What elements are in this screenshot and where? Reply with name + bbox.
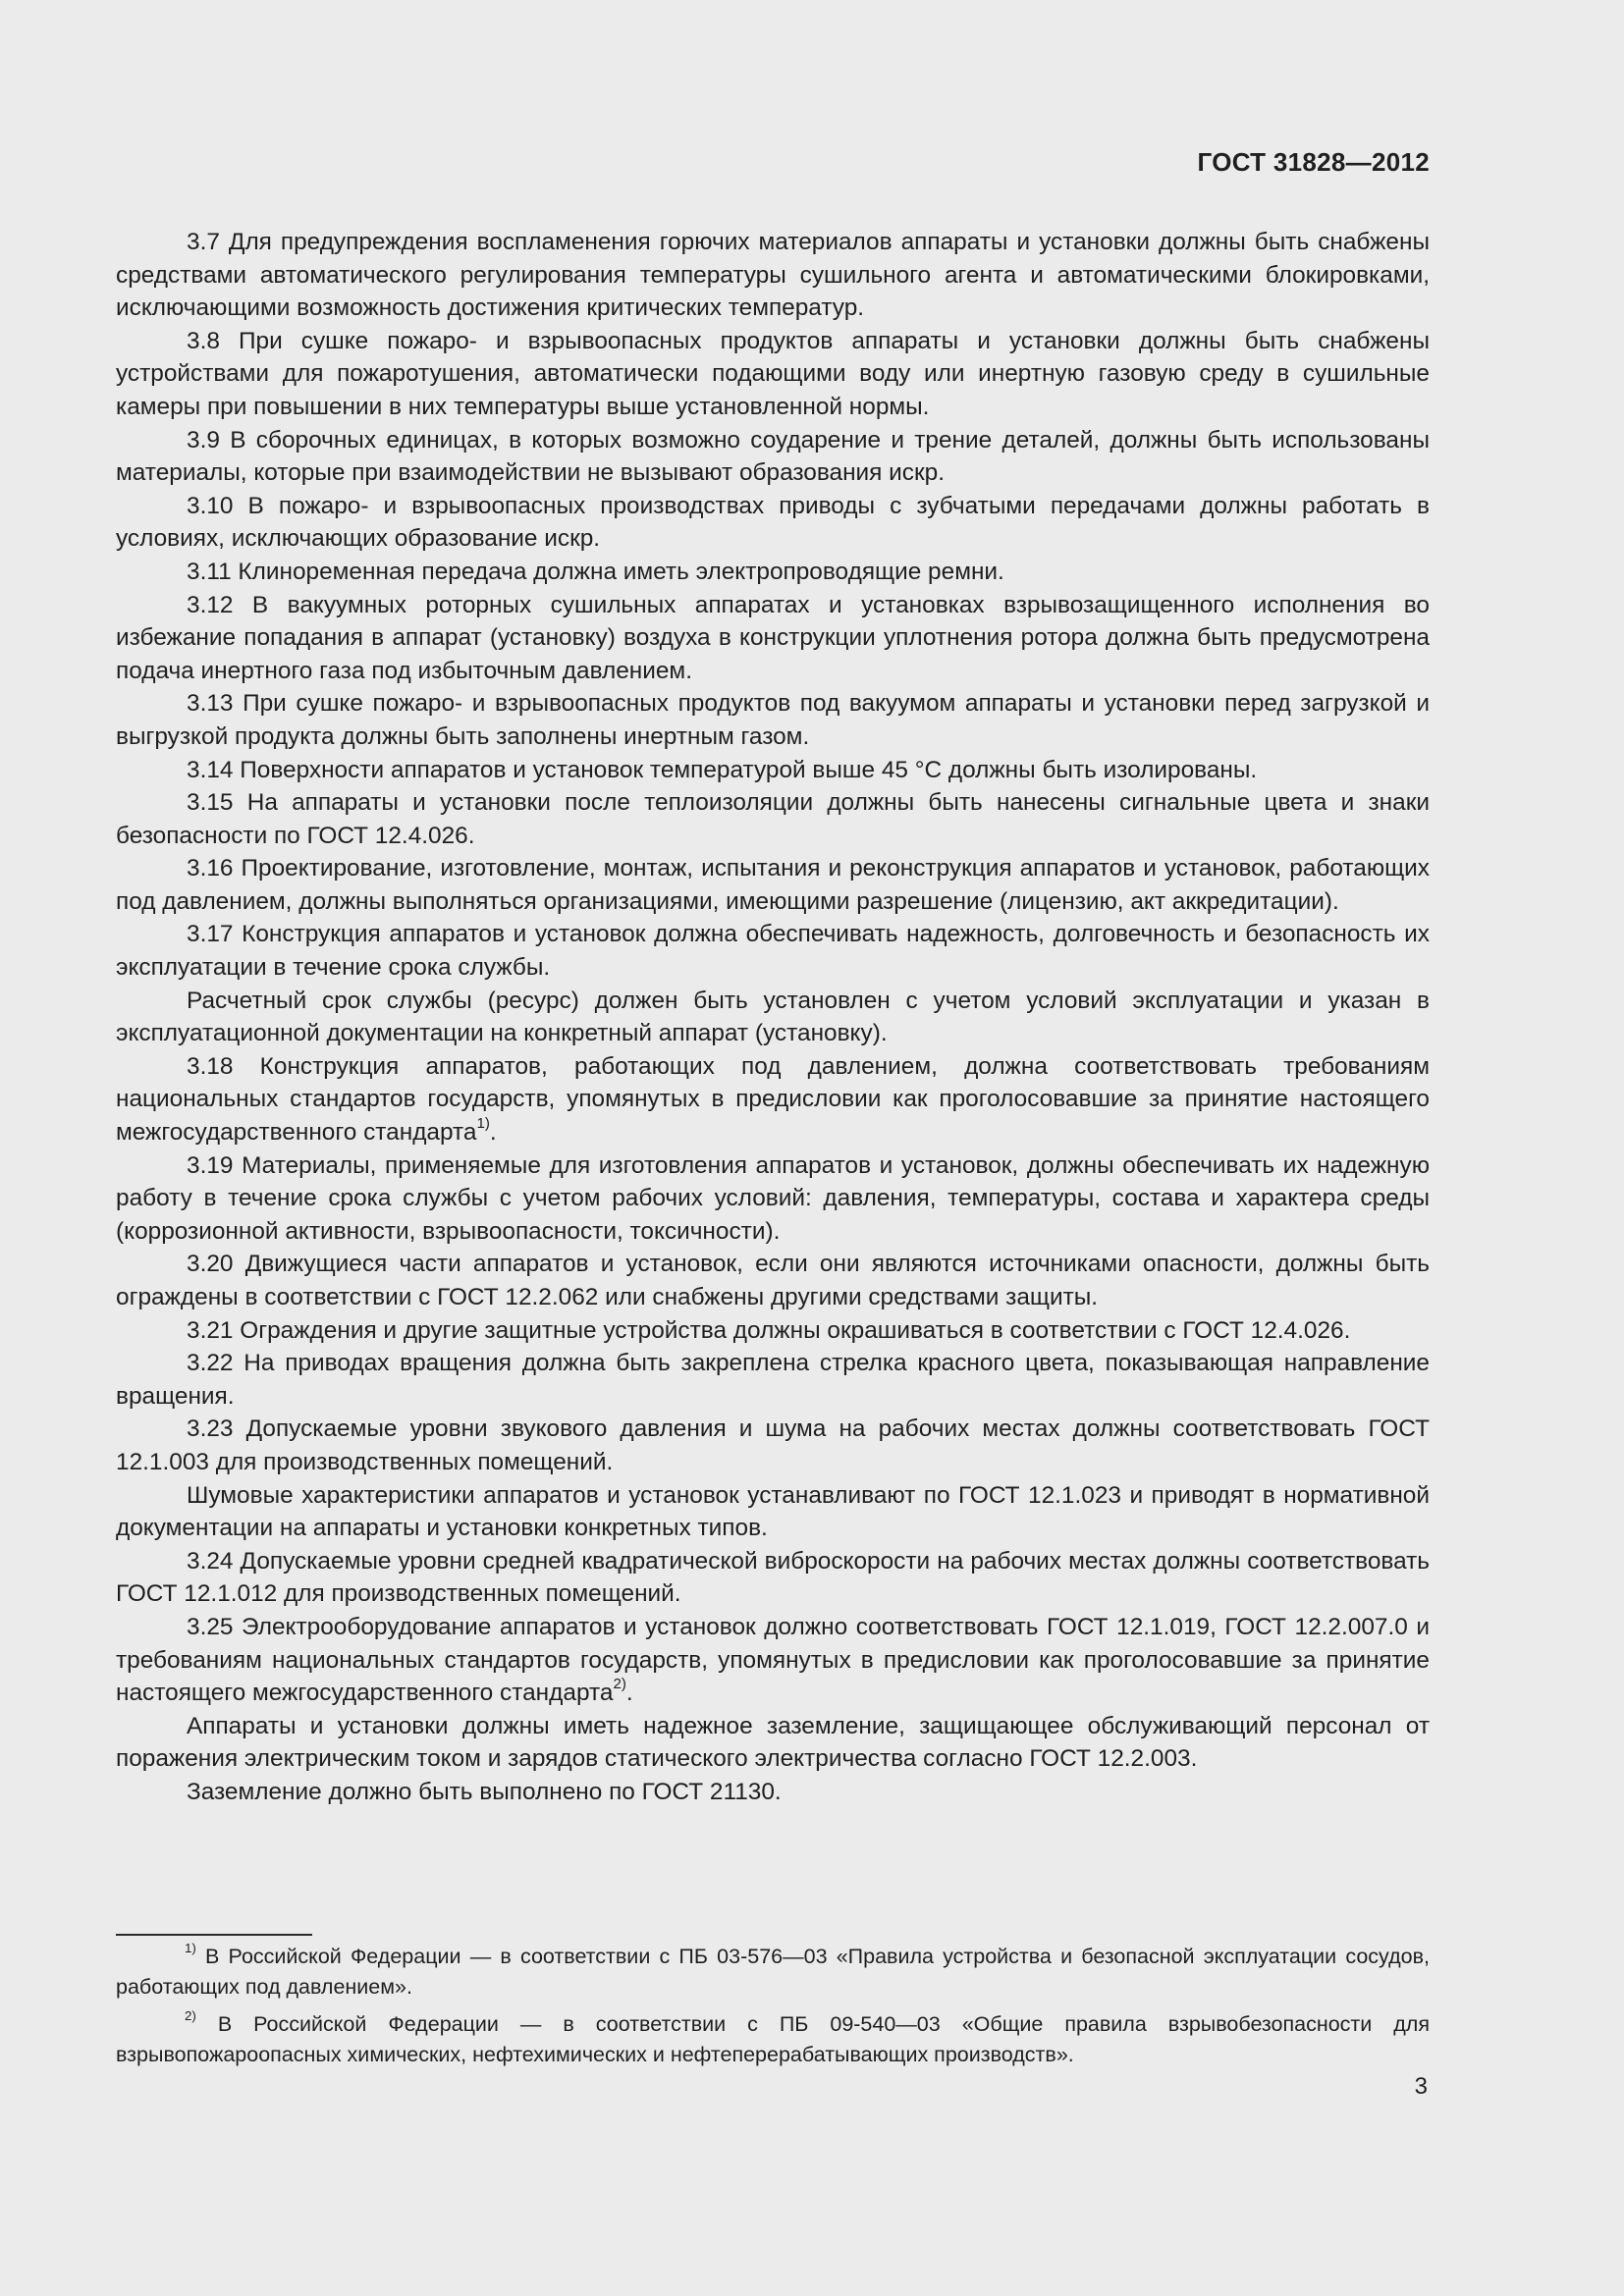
paragraph-3-12: 3.12 В вакуумных роторных сушильных аппаратах и установках взрывозащищенного исполнения во избежание попадания в аппарат (установку) воздуха в конструкции уплотнения ротора должна быть предусмотрена подача инертного газа под избыточным давлением.	[116, 591, 1430, 684]
paragraph-3-9: 3.9 В сборочных единицах, в которых возможно соударение и трение деталей, должны быть использованы материалы, которые при взаимодействии не вызывают образования искр.	[116, 426, 1430, 487]
paragraph-3-23-noise: Шумовые характеристики аппаратов и установок устанавливают по ГОСТ 12.1.023 и приводят в нормативной документации на аппараты и установки конкретных типов.	[116, 1481, 1430, 1542]
paragraph-3-16: 3.16 Проектирование, изготовление, монтаж, испытания и реконструкция аппаратов и установок, работающих под давлением, должны выполняться организациями, имеющими разрешение (лицензию, акт аккредитации).	[116, 855, 1430, 915]
paragraph-3-10: 3.10 В пожаро- и взрывоопасных производствах приводы с зубчатыми передачами должны работать в условиях, исключающих образование искр.	[116, 492, 1430, 553]
paragraph-3-17: 3.17 Конструкция аппаратов и установок должна обеспечивать надежность, долговечность и безопасность их эксплуатации в течение срока службы.	[116, 921, 1430, 982]
paragraph-3-20: 3.20 Движущиеся части аппаратов и установок, если они являются источниками опасности, должны быть ограждены в соответствии с ГОСТ 12.2.062 или снабжены другими средствами защиты.	[116, 1251, 1430, 1310]
paragraph-3-22: 3.22 На приводах вращения должна быть закреплена стрелка красного цвета, показывающая направление вращения.	[116, 1350, 1430, 1410]
paragraph-3-17-service-life: Расчетный срок службы (ресурс) должен быть установлен с учетом условий эксплуатации и указан в эксплуатационной документации на конкретный аппарат (установку).	[116, 987, 1430, 1047]
page-number: 3	[1414, 2073, 1428, 2100]
paragraph-3-23: 3.23 Допускаемые уровни звукового давления и шума на рабочих местах должны соответствовать ГОСТ 12.1.003 для производственных помещений.	[116, 1415, 1430, 1475]
paragraph-3-14: 3.14 Поверхности аппаратов и установок температурой выше 45 °С должны быть изолированы.	[187, 756, 1258, 783]
body-text	[116, 226, 1430, 1809]
paragraph-3-25-grounding: Аппараты и установки должны иметь надежное заземление, защищающее обслуживающий персонал от поражения электрическим током и зарядов статического электричества согласно ГОСТ 12.2.003.	[116, 1712, 1430, 1773]
paragraph-3-25: 3.25 Электрооборудование аппаратов и установок должно соответствовать ГОСТ 12.1.019, ГОСТ 12.2.007.0 и требованиям национальных стандартов государств, упомянутых в предисловии как проголосовавшие за принятие настоящего межгосударственного стандарта$^{2)}$.	[116, 1613, 1430, 1707]
footnote-ref-1: 1)	[476, 1114, 490, 1132]
standard-designation-header: ГОСТ 31828—2012	[1197, 147, 1430, 177]
paragraph-3-18: 3.18 Конструкция аппаратов, работающих под давлением, должна соответствовать требованиям национальных стандартов государств, упомянутых в предисловии как проголосовавшие за принятие настоящего межгосударственного стандарта$^{1)}$.	[116, 1052, 1430, 1147]
paragraph-3-7: 3.7 Для предупреждения воспламенения горючих материалов аппараты и установки должны быть снабжены средствами автоматического регулирования температуры сушильного агента и автоматическими блокировками, исключающими возможность достижения критических температур.	[116, 229, 1430, 322]
paragraph-3-11: 3.11 Клиноременная передача должна иметь электропроводящие ремни.	[187, 558, 1004, 585]
paragraph-3-25-grounding-standard: Заземление должно быть выполнено по ГОСТ 21130.	[187, 1778, 782, 1805]
footnote-marker-2: 2)	[185, 2008, 196, 2024]
footnote-ref-2: 2)	[613, 1675, 626, 1692]
paragraph-3-13: 3.13 При сушке пожаро- и взрывоопасных продуктов под вакуумом аппараты и установки перед загрузкой и выгрузкой продукта должны быть заполнены инертным газом.	[116, 690, 1430, 750]
paragraph-3-21: 3.21 Ограждения и другие защитные устройства должны окрашиваться в соответствии с ГОСТ 12.4.026.	[187, 1316, 1351, 1344]
footnote-marker-1: 1)	[185, 1941, 196, 1956]
footnote-separator	[116, 1934, 312, 1936]
paragraph-3-8: 3.8 При сушке пожаро- и взрывоопасных продуктов аппараты и установки должны быть снабжены устройствами для пожаротушения, автоматически подающими воду или инертную газовую среду в сушильные камеры при повышении в них температуры выше установленной нормы.	[116, 327, 1430, 420]
footnotes	[116, 1942, 1430, 2077]
paragraph-3-24: 3.24 Допускаемые уровни средней квадратической виброскорости на рабочих местах должны соответствовать ГОСТ 12.1.012 для производственных помещений.	[116, 1547, 1430, 1608]
footnote-2: $^{2)}$ В Российской Федерации — в соответствии с ПБ 09-540—03 «Общие правила взрывобезопасности для взрывопожароопасных химических, нефтехимических и нефтеперерабатывающих производств».	[116, 2008, 1430, 2066]
footnote-1: $^{1)}$ В Российской Федерации — в соответствии с ПБ 03-576—03 «Правила устройства и безопасной эксплуатации сосудов, работающих под давлением».	[116, 1941, 1430, 1999]
paragraph-3-15: 3.15 На аппараты и установки после теплоизоляции должны быть нанесены сигнальные цвета и знаки безопасности по ГОСТ 12.4.026.	[116, 789, 1430, 849]
paragraph-3-19: 3.19 Материалы, применяемые для изготовления аппаратов и установок, должны обеспечивать их надежную работу в течение срока службы с учетом рабочих условий: давления, температуры, состава и характера среды (коррозионной активности, взрывоопасности, токсичности).	[116, 1151, 1430, 1245]
